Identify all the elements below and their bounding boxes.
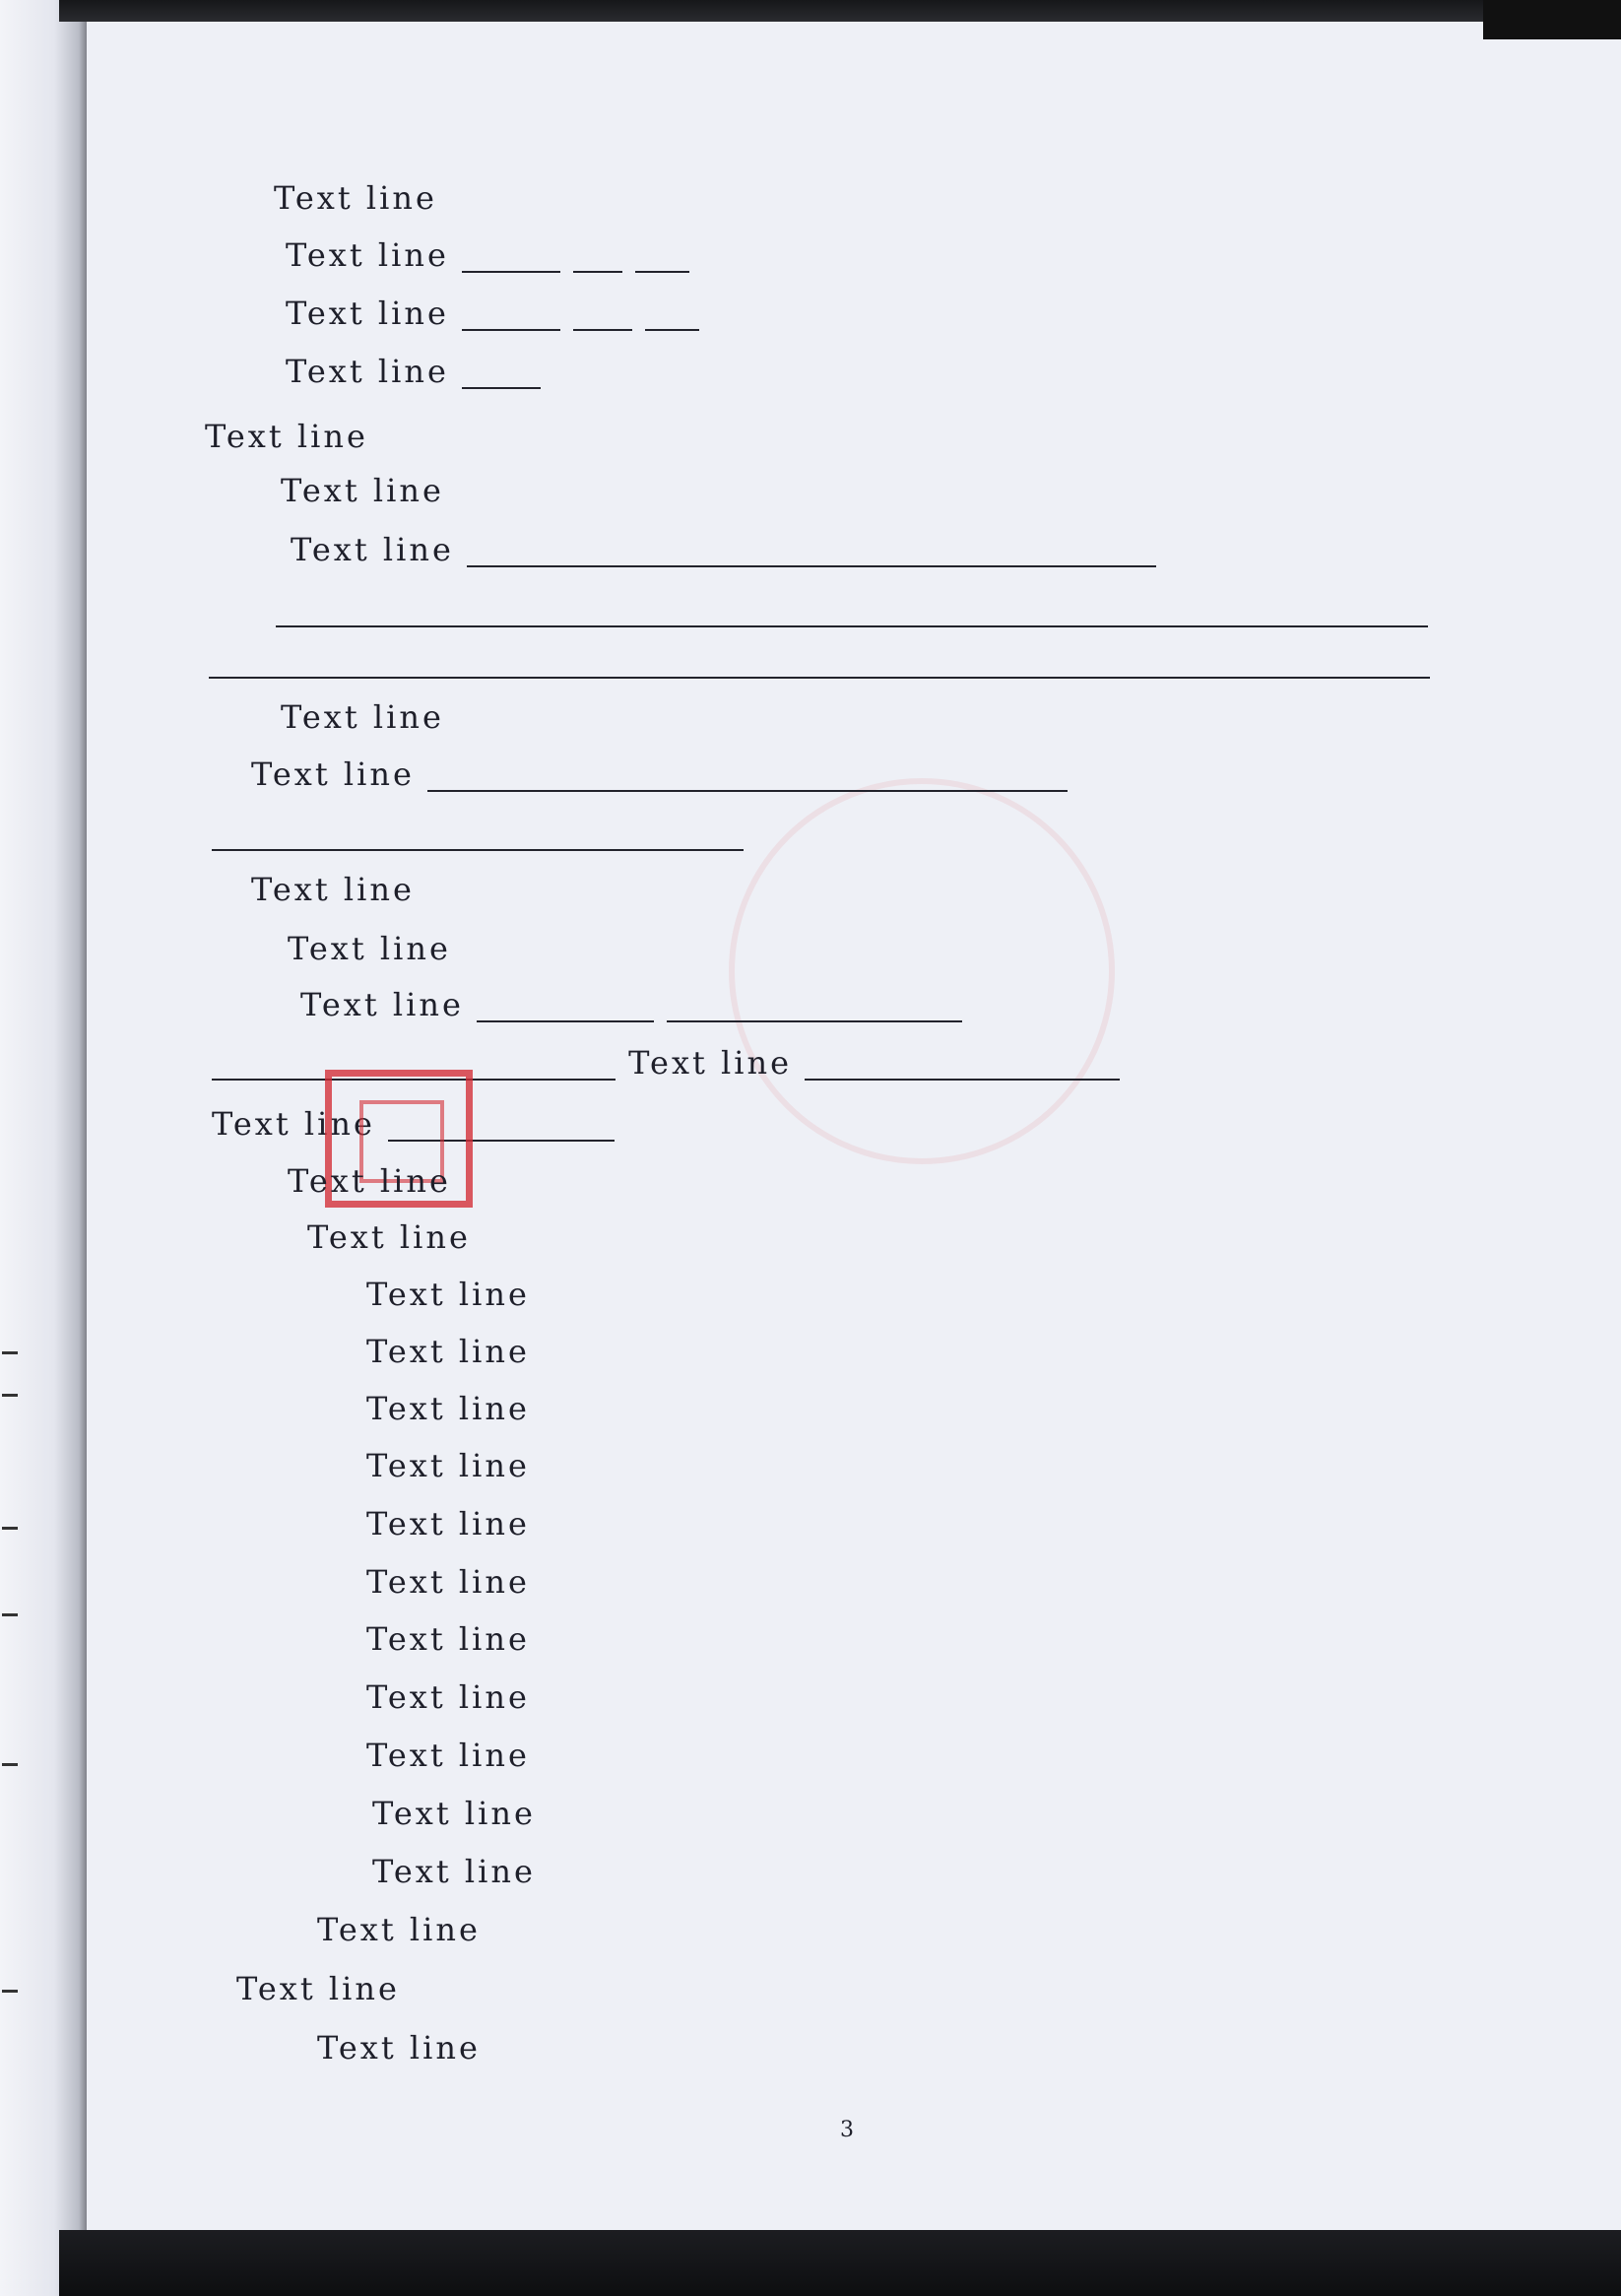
- filled-field: [209, 645, 1430, 679]
- margin-mark: [2, 1990, 18, 1993]
- list-item: Text line: [366, 1678, 530, 1716]
- list-item: Text line: [366, 1333, 530, 1370]
- list-item: Text line: [372, 1853, 536, 1890]
- text-line: Text line: [251, 871, 415, 908]
- list-item: Text line: [372, 1795, 536, 1832]
- text-line: Text line: [317, 1911, 481, 1948]
- scan-edge-bottom: [59, 2230, 1621, 2296]
- text-line: Text line: [291, 534, 1156, 565]
- blank-field: [635, 239, 689, 273]
- blank-field: [573, 297, 632, 331]
- text-line: Text line: [236, 1970, 400, 2007]
- blank-field: [462, 356, 541, 389]
- text-line: Text line: [251, 758, 1068, 790]
- text-line: Text line: [300, 989, 962, 1020]
- margin-mark: [2, 1613, 18, 1616]
- list-item: Text line: [366, 1737, 530, 1774]
- list-item: Text line: [366, 1505, 530, 1542]
- blank-field: [573, 239, 622, 273]
- filled-field: [212, 818, 744, 851]
- text-line: Text line: [286, 239, 689, 271]
- filled-field: [276, 594, 1428, 627]
- scan-edge-corner: [1483, 0, 1621, 39]
- list-item: Text line: [366, 1620, 530, 1658]
- book-spine: [0, 0, 98, 2296]
- list-item: Text line: [366, 1563, 530, 1601]
- filled-field: [667, 989, 962, 1022]
- text-line: Text line: [286, 356, 541, 387]
- margin-mark: [2, 1351, 18, 1354]
- text-line: [212, 818, 744, 849]
- blank-field: [462, 297, 560, 331]
- page-number: 3: [840, 2118, 854, 2142]
- blank-field: [462, 239, 560, 273]
- bleed-through-seal: [729, 778, 1115, 1164]
- text-line: Text line: [212, 1047, 1120, 1079]
- margin-mark: [2, 1394, 18, 1397]
- blank-field: [645, 297, 699, 331]
- section-heading: Text line: [281, 698, 444, 736]
- text-line: Text line: [307, 1218, 471, 1256]
- filled-field: [477, 989, 654, 1022]
- section-heading: Text line: [288, 1162, 451, 1200]
- filled-field: [467, 534, 1156, 567]
- text-line: Text line: [317, 2029, 481, 2066]
- list-item: Text line: [366, 1276, 530, 1313]
- text-line: Text line: [286, 297, 699, 329]
- section-heading: Text line: [288, 930, 451, 967]
- filled-field: [427, 758, 1068, 792]
- list-item: Text line: [366, 1447, 530, 1484]
- section-heading: Text line: [274, 179, 437, 217]
- margin-mark: [2, 1527, 18, 1530]
- margin-mark: [2, 1763, 18, 1766]
- filled-field: [805, 1047, 1120, 1081]
- text-line: Text line: [205, 418, 368, 455]
- text-line: Text line: [212, 1108, 615, 1140]
- section-heading: Text line: [281, 472, 444, 509]
- list-item: Text line: [366, 1390, 530, 1427]
- scan-edge-top: [59, 0, 1621, 22]
- text-line: [209, 645, 1430, 677]
- text-line: [276, 594, 1428, 625]
